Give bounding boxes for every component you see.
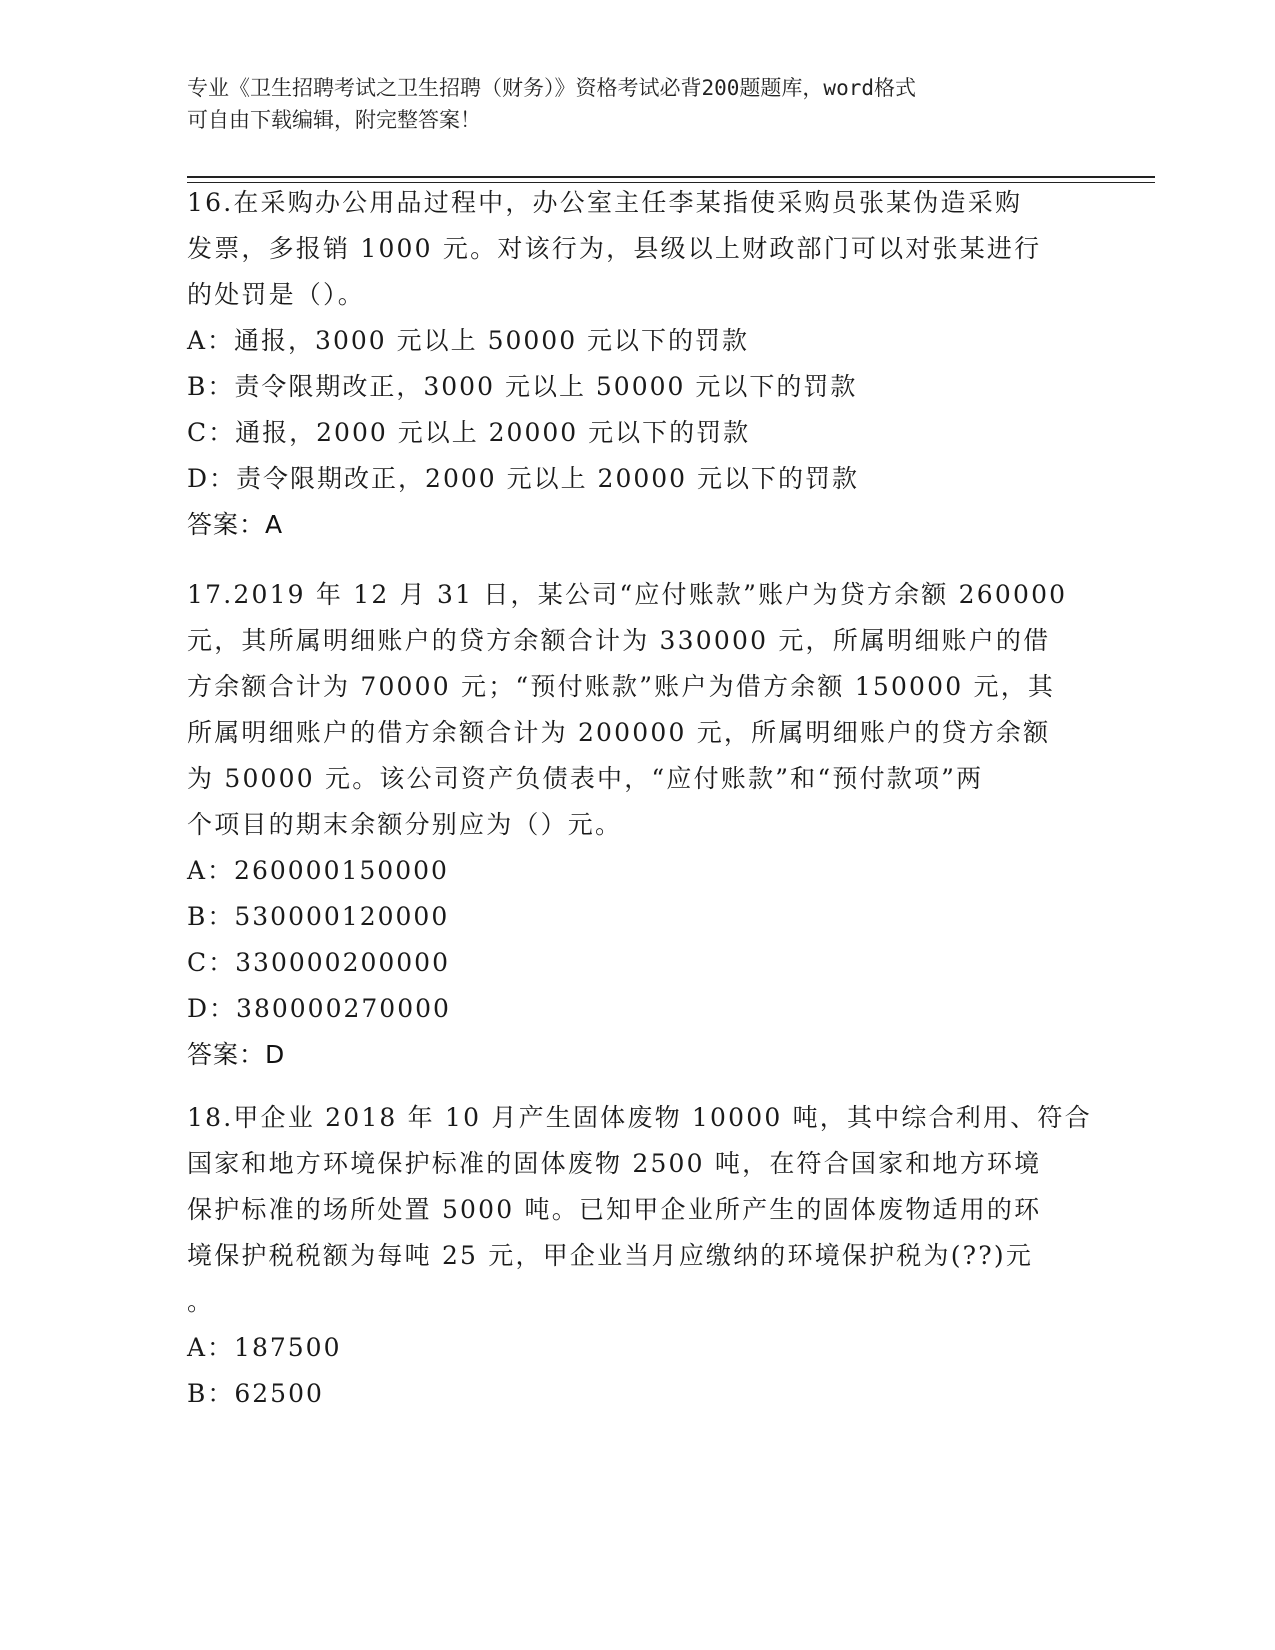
header-divider-thick xyxy=(187,176,1155,178)
stem-line: 17.2019 年 12 月 31 日，某公司“应付账款”账户为贷方余额 260000 xyxy=(187,580,1068,609)
stem-line: 发票，多报销 1000 元。对该行为，县级以上财政部门可以对张某进行 xyxy=(187,234,1042,263)
option-b: B：530000120000 xyxy=(187,902,450,931)
option-d: D：责令限期改正，2000 元以上 20000 元以下的罚款 xyxy=(187,464,860,493)
option-d: D：380000270000 xyxy=(187,994,451,1023)
stem-line: 境保护税税额为每吨 25 元，甲企业当月应缴纳的环境保护税为(??)元 xyxy=(187,1241,1034,1270)
stem-line: 18.甲企业 2018 年 10 月产生固体废物 10000 吨，其中综合利用、符合 xyxy=(187,1103,1092,1132)
question-18 xyxy=(187,1095,1092,1417)
header-line-1: 专业《卫生招聘考试之卫生招聘（财务）》资格考试必背200题题库，word格式 xyxy=(187,76,916,100)
stem-line: 保护标准的场所处置 5000 吨。已知甲企业所产生的固体废物适用的环 xyxy=(187,1195,1042,1224)
stem-line: 国家和地方环境保护标准的固体废物 2500 吨，在符合国家和地方环境 xyxy=(187,1149,1042,1178)
question-stem xyxy=(187,572,1082,848)
option-c: C：通报，2000 元以上 20000 元以下的罚款 xyxy=(187,418,751,447)
question-16 xyxy=(187,180,1082,548)
header-line-2: 可自由下载编辑，附完整答案！ xyxy=(187,108,481,132)
stem-line: 16.在采购办公用品过程中，办公室主任李某指使采购员张某伪造采购 xyxy=(187,188,1023,217)
stem-line: 个项目的期末余额分别应为（）元。 xyxy=(187,810,623,839)
stem-line: 方余额合计为 70000 元；“预付账款”账户为借方余额 150000 元，其 xyxy=(187,672,1056,701)
answer-label: 答案：D xyxy=(187,1040,286,1069)
question-stem xyxy=(187,180,1082,318)
option-c: C：330000200000 xyxy=(187,948,450,977)
document-header xyxy=(187,72,1087,136)
stem-line: 。 xyxy=(187,1287,215,1316)
option-a: A：187500 xyxy=(187,1333,342,1362)
stem-line: 所属明细账户的借方余额合计为 200000 元，所属明细账户的贷方余额 xyxy=(187,718,1051,747)
question-stem xyxy=(187,1095,1092,1325)
option-b: B：62500 xyxy=(187,1379,324,1408)
option-b: B：责令限期改正，3000 元以上 50000 元以下的罚款 xyxy=(187,372,858,401)
stem-line: 的处罚是（）。 xyxy=(187,280,365,309)
question-17 xyxy=(187,572,1082,1078)
option-a: A：通报，3000 元以上 50000 元以下的罚款 xyxy=(187,326,750,355)
option-a: A：260000150000 xyxy=(187,856,449,885)
stem-line: 元，其所属明细账户的贷方余额合计为 330000 元，所属明细账户的借 xyxy=(187,626,1051,655)
stem-line: 为 50000 元。该公司资产负债表中，“应付账款”和“预付款项”两 xyxy=(187,764,984,793)
answer-label: 答案：A xyxy=(187,510,284,539)
